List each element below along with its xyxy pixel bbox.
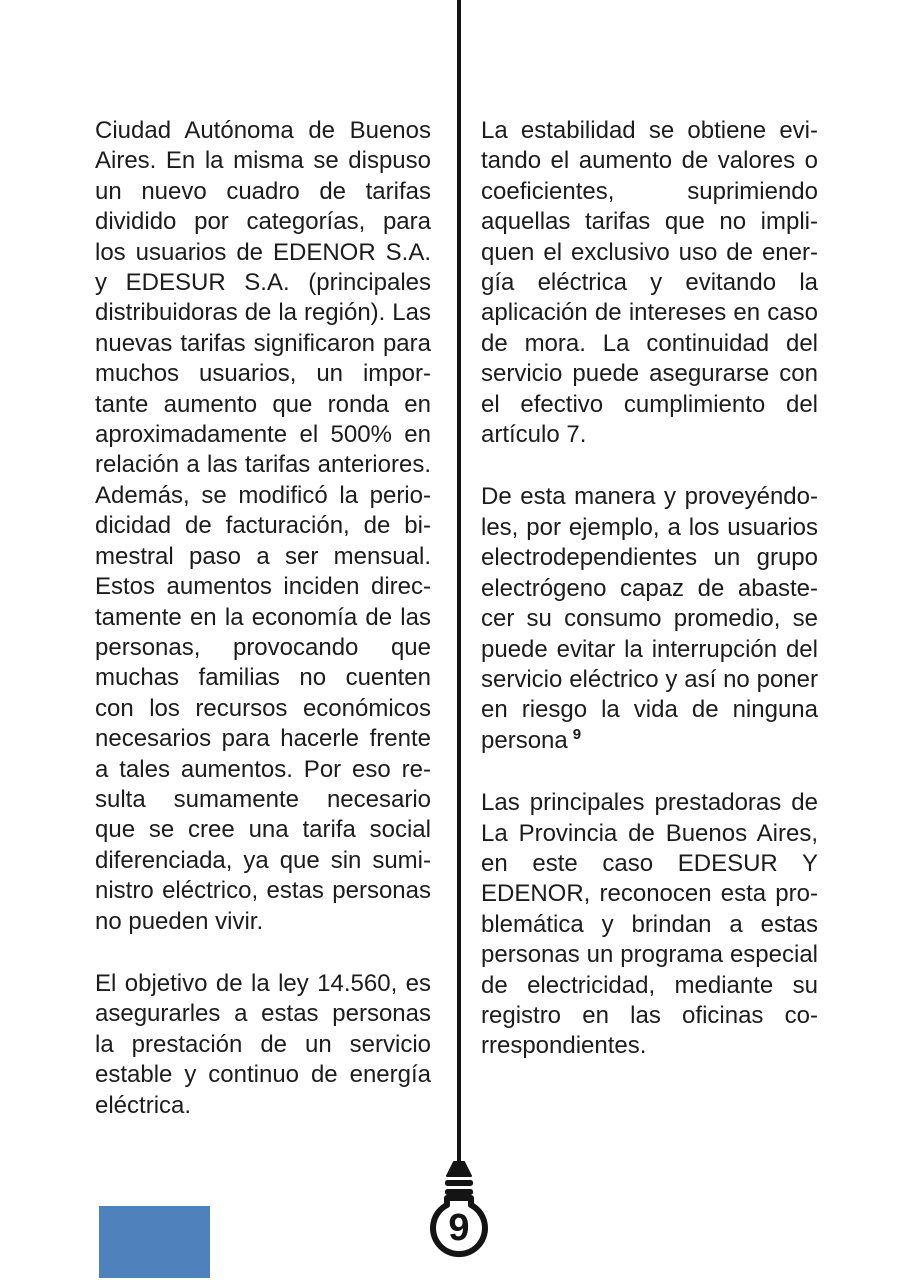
paragraph: La estabilidad se obtiene evitando el aumento de valores o coeficientes, suprimiendo aquellas tarifas que no impliquen el exclusivo uso de energía eléctrica y evitando la aplicación de intereses en caso de mora. La continuidad del servicio puede asegurarse con el efectivo cumplimiento del artículo 7.: [481, 117, 818, 449]
right-column: [481, 116, 818, 1094]
left-column: [95, 116, 431, 1153]
footnote-marker: 9: [572, 725, 582, 743]
blue-accent-square: [99, 1206, 210, 1278]
paragraph: Ciudad Autónoma de Buenos Aires. En la misma se dispuso un nuevo cuadro de tarifas dividido por categorías, para los usuarios de EDENOR S.A. y EDESUR S.A. (principales distribuidoras de la región). Las nuevas tarifas significaron para muchos usuarios, un importante aumento que ronda en aproximadamente el 500% en relación a las tarifas anteriores. Además, se modificó la periodicidad de facturación, de bimestral paso a ser mensual. Estos aumentos inciden directamente en la economía de las personas, provocando que muchas familias no cuenten con los recursos económicos necesarios para hacerle frente a tales aumentos. Por eso resulta sumamente necesario que se cree una tarifa social diferenciada, ya que sin suministro eléctrico, estas personas no pueden vivir.: [95, 117, 431, 935]
bulb-socket-flare: [447, 1162, 471, 1176]
paragraph: [481, 482, 818, 756]
bulb-thread-bar: [445, 1189, 473, 1195]
paragraph-text: De esta manera y proveyéndoles, por ejemplo, a los usuarios electrodependientes un grupo electrógeno capaz de abastecer su consumo promedio, se puede evitar la interrupción del servicio eléctrico y así no poner en riesgo la vida de ninguna persona: [481, 483, 818, 754]
page-number: 9: [448, 1207, 470, 1249]
paragraph: Las principales prestadoras de La Provincia de Buenos Aires, en este caso EDESUR Y EDENOR, reconocen esta problemática y brindan a estas personas un programa especial de electricidad, mediante su registro en las oficinas correspondientes.: [481, 789, 818, 1060]
bulb-thread-bar: [445, 1180, 473, 1186]
lightbulb-icon: [409, 1150, 509, 1270]
page-divider-cord-line: [457, 0, 461, 1163]
paragraph: El objetivo de la ley 14.560, es asegurarles a estas personas la prestación de un servicio estable y continuo de energía eléctrica.: [95, 969, 431, 1119]
